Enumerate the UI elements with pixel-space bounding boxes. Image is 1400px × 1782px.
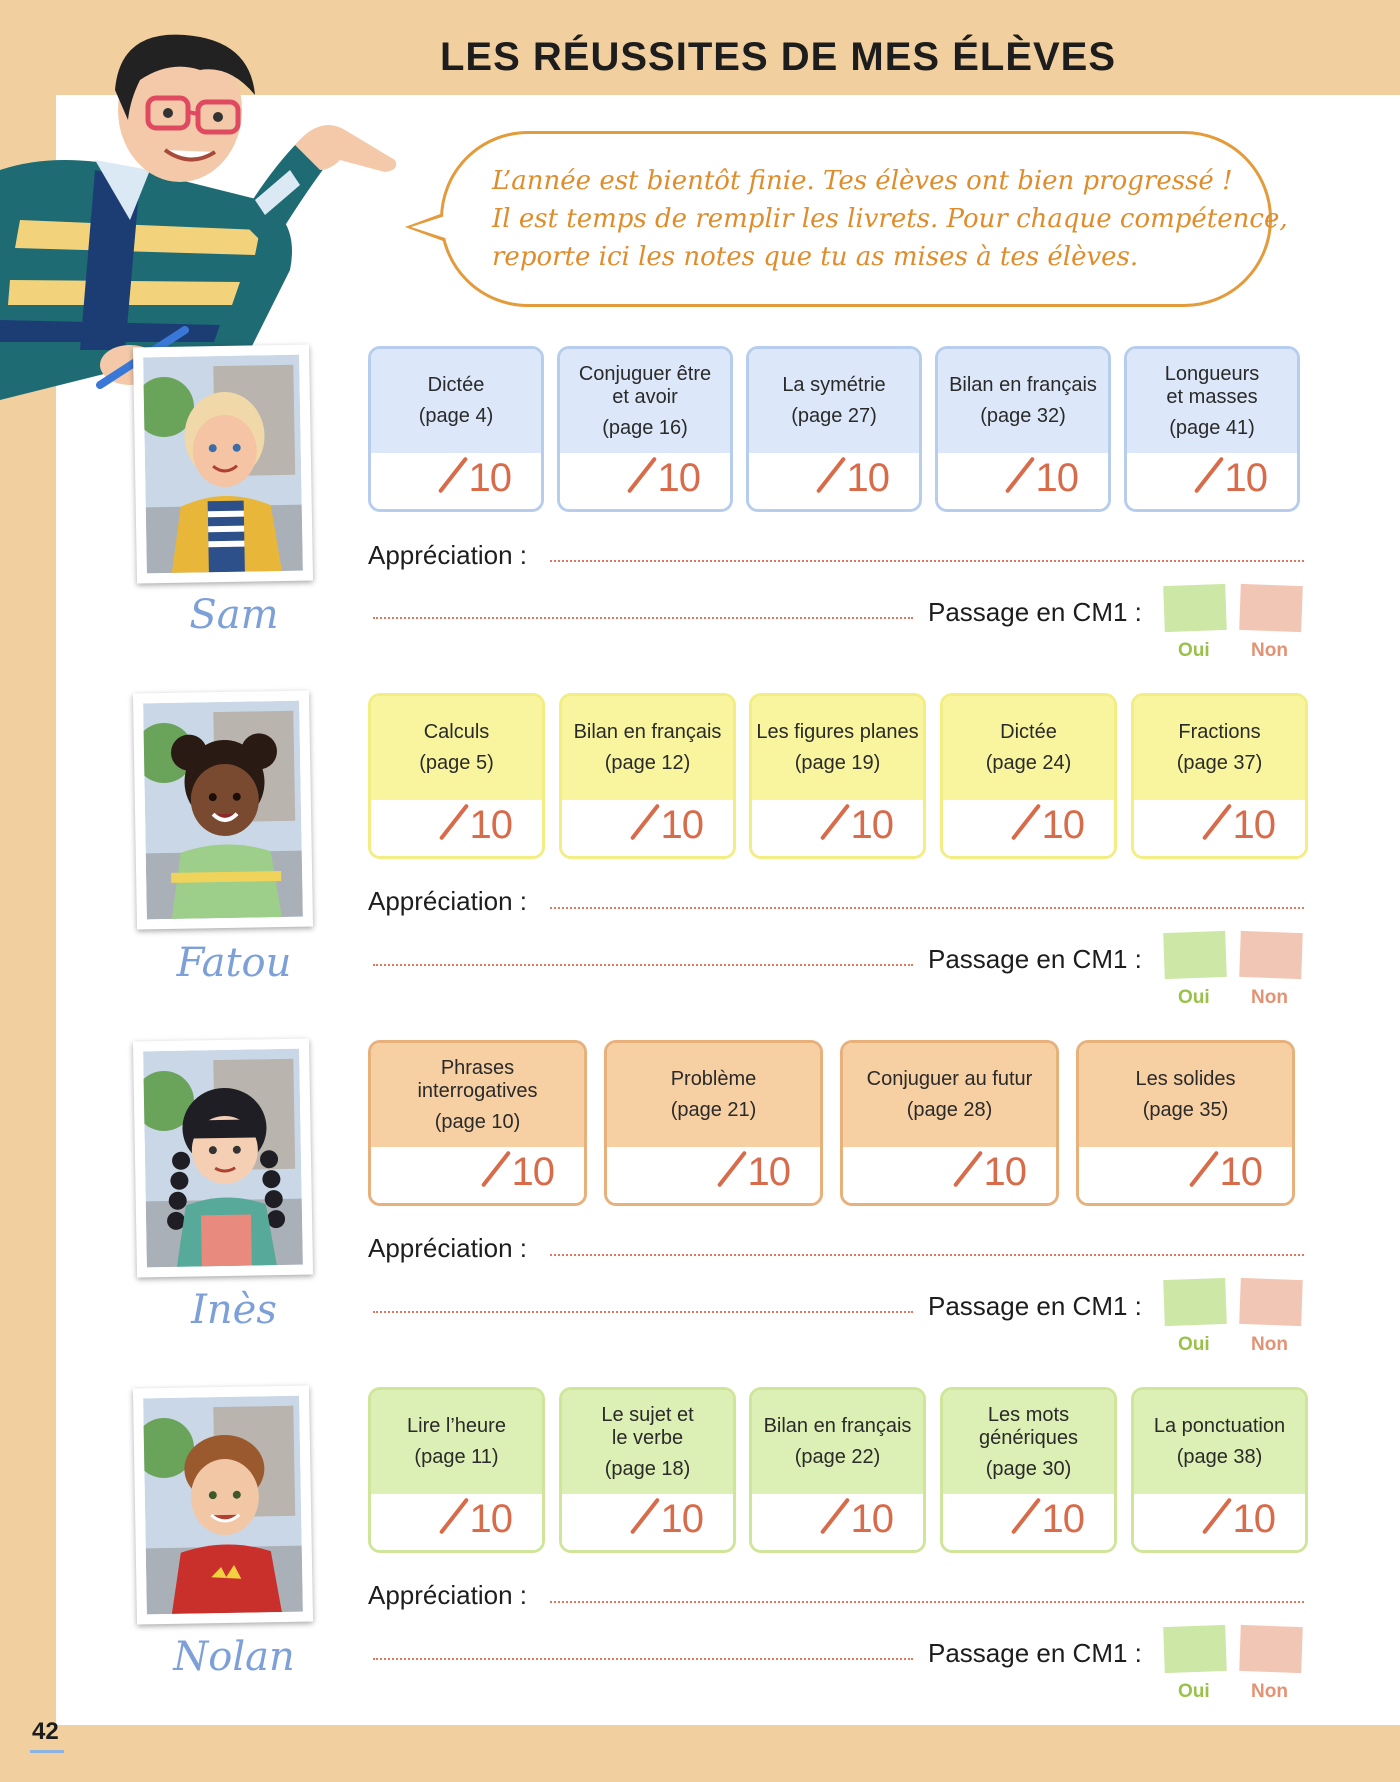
skill-page: (page 32) <box>980 405 1066 427</box>
skill-card <box>746 346 922 512</box>
skill-label: Les solides <box>1135 1068 1236 1090</box>
passage-label: Passage en CM1 : <box>928 944 1142 974</box>
oui-checkbox[interactable] <box>1163 931 1227 979</box>
skill-page: (page 38) <box>1176 1446 1263 1468</box>
skill-page: (page 41) <box>1169 416 1255 439</box>
skill-label: Bilan en français <box>573 721 722 743</box>
appreciation-line[interactable] <box>373 1658 913 1660</box>
skill-card <box>940 1387 1117 1553</box>
non-label: Non <box>1251 987 1288 1008</box>
non-checkbox[interactable] <box>1239 584 1303 632</box>
skill-page: (page 19) <box>794 752 881 774</box>
skill-page: (page 35) <box>1142 1099 1229 1121</box>
non-label: Non <box>1251 640 1288 661</box>
speech-line: Il est temps de remplir les livrets. Pour chaque compétence, <box>492 204 1288 234</box>
non-label: Non <box>1251 1334 1288 1355</box>
skill-label: Longueurs et masses <box>1164 362 1260 408</box>
oui-label: Oui <box>1178 640 1210 661</box>
score-field[interactable]: 10 <box>752 1494 923 1550</box>
student-photo-ines <box>133 1038 313 1277</box>
skill-label: La symétrie <box>782 374 886 396</box>
skill-card <box>940 693 1117 859</box>
skill-card <box>1076 1040 1295 1206</box>
appreciation-line[interactable] <box>550 907 1304 909</box>
score-field[interactable]: 10 <box>749 453 919 509</box>
oui-label: Oui <box>1178 987 1210 1008</box>
student-name: Inès <box>191 1287 277 1333</box>
student-photo-fatou <box>133 690 313 929</box>
skill-page: (page 22) <box>794 1446 881 1468</box>
appreciation-label: Appréciation : <box>368 540 527 570</box>
non-checkbox[interactable] <box>1239 1278 1303 1326</box>
skill-card <box>749 1387 926 1553</box>
score-field[interactable]: 10 <box>371 1147 584 1203</box>
speech-line: L’année est bientôt finie. Tes élèves ont bien progressé ! <box>492 166 1233 196</box>
skill-card <box>559 1387 736 1553</box>
student-portrait-icon <box>143 1049 303 1268</box>
score-field[interactable]: 10 <box>938 453 1108 509</box>
page-title: LES RÉUSSITES DE MES ÉLÈVES <box>440 35 1117 79</box>
speech-line: reporte ici les notes que tu as mises à tes élèves. <box>492 242 1139 272</box>
skill-card <box>368 693 545 859</box>
score-field[interactable]: 10 <box>1134 1494 1305 1550</box>
page-number-underline <box>30 1750 64 1753</box>
skill-page: (page 4) <box>418 405 494 427</box>
student-name: Fatou <box>176 940 292 986</box>
score-field[interactable]: 10 <box>562 800 733 856</box>
score-field[interactable]: 10 <box>371 453 541 509</box>
skill-page: (page 37) <box>1176 752 1263 774</box>
speech-bubble-text <box>492 162 1288 276</box>
appreciation-line[interactable] <box>550 1601 1304 1603</box>
score-field[interactable]: 10 <box>371 800 542 856</box>
skill-page: (page 10) <box>434 1110 521 1133</box>
score-field[interactable]: 10 <box>562 1494 733 1550</box>
skill-card <box>840 1040 1059 1206</box>
skill-card <box>1131 1387 1308 1553</box>
skill-label: Bilan en français <box>763 1415 912 1437</box>
skill-label: Conjuguer être et avoir <box>578 362 712 408</box>
skill-page: (page 28) <box>906 1099 993 1121</box>
non-checkbox[interactable] <box>1239 1625 1303 1673</box>
appreciation-line[interactable] <box>550 1254 1304 1256</box>
skill-label: Phrases interrogatives <box>417 1056 538 1102</box>
appreciation-line[interactable] <box>550 560 1304 562</box>
oui-label: Oui <box>1178 1334 1210 1355</box>
oui-checkbox[interactable] <box>1163 584 1227 632</box>
skill-label: Lire l’heure <box>407 1415 506 1437</box>
student-name: Sam <box>189 592 279 638</box>
skill-card <box>1131 693 1308 859</box>
page-number: 42 <box>32 1718 59 1745</box>
skill-label: Le sujet et le verbe <box>601 1403 694 1449</box>
skill-page: (page 12) <box>604 752 691 774</box>
skill-label: Problème <box>670 1068 757 1090</box>
skill-card <box>935 346 1111 512</box>
skill-label: Conjuguer au futur <box>866 1068 1033 1090</box>
student-name: Nolan <box>173 1634 295 1680</box>
score-field[interactable]: 10 <box>560 453 730 509</box>
passage-label: Passage en CM1 : <box>928 1291 1142 1321</box>
student-photo-nolan <box>133 1385 313 1624</box>
score-field[interactable]: 10 <box>943 1494 1114 1550</box>
appreciation-line[interactable] <box>373 964 913 966</box>
score-field[interactable]: 10 <box>943 800 1114 856</box>
skill-label: Fractions <box>1178 721 1261 743</box>
skill-card <box>368 1040 587 1206</box>
non-label: Non <box>1251 1681 1288 1702</box>
student-portrait-icon <box>143 355 303 574</box>
student-photo-sam <box>133 344 313 583</box>
skill-page: (page 18) <box>604 1457 691 1480</box>
skill-card <box>368 1387 545 1553</box>
score-field[interactable]: 10 <box>1127 453 1297 509</box>
passage-label: Passage en CM1 : <box>928 1638 1142 1668</box>
non-checkbox[interactable] <box>1239 931 1303 979</box>
oui-checkbox[interactable] <box>1163 1625 1227 1673</box>
appreciation-label: Appréciation : <box>368 1233 527 1263</box>
skill-card <box>749 693 926 859</box>
skill-page: (page 21) <box>670 1099 757 1121</box>
score-field[interactable]: 10 <box>371 1494 542 1550</box>
score-field[interactable]: 10 <box>843 1147 1056 1203</box>
appreciation-label: Appréciation : <box>368 1580 527 1610</box>
score-field[interactable]: 10 <box>607 1147 820 1203</box>
skill-page: (page 24) <box>985 752 1072 774</box>
skill-page: (page 16) <box>602 416 688 439</box>
skill-card <box>559 693 736 859</box>
skill-card <box>604 1040 823 1206</box>
bottom-band <box>0 1725 1400 1782</box>
skill-label: Calculs <box>423 721 490 743</box>
appreciation-line[interactable] <box>373 1311 913 1313</box>
appreciation-line[interactable] <box>373 617 913 619</box>
score-field[interactable]: 10 <box>1134 800 1305 856</box>
skill-label: Dictée <box>427 374 485 396</box>
skill-card <box>1124 346 1300 512</box>
skill-label: Bilan en français <box>949 374 1097 396</box>
skill-label: La ponctuation <box>1153 1415 1286 1437</box>
appreciation-label: Appréciation : <box>368 886 527 916</box>
student-portrait-icon <box>143 701 303 920</box>
skill-label: Les mots génériques <box>979 1403 1078 1449</box>
oui-label: Oui <box>1178 1681 1210 1702</box>
score-field[interactable]: 10 <box>1079 1147 1292 1203</box>
skill-label: Dictée <box>1000 721 1057 743</box>
skill-page: (page 27) <box>791 405 877 427</box>
skill-page: (page 30) <box>985 1457 1072 1480</box>
skill-page: (page 5) <box>419 752 494 774</box>
student-portrait-icon <box>143 1396 303 1615</box>
score-field[interactable]: 10 <box>752 800 923 856</box>
skill-label: Les figures planes <box>756 721 919 743</box>
skill-page: (page 11) <box>414 1446 499 1468</box>
passage-label: Passage en CM1 : <box>928 597 1142 627</box>
oui-checkbox[interactable] <box>1163 1278 1227 1326</box>
skill-card <box>557 346 733 512</box>
skill-card <box>368 346 544 512</box>
